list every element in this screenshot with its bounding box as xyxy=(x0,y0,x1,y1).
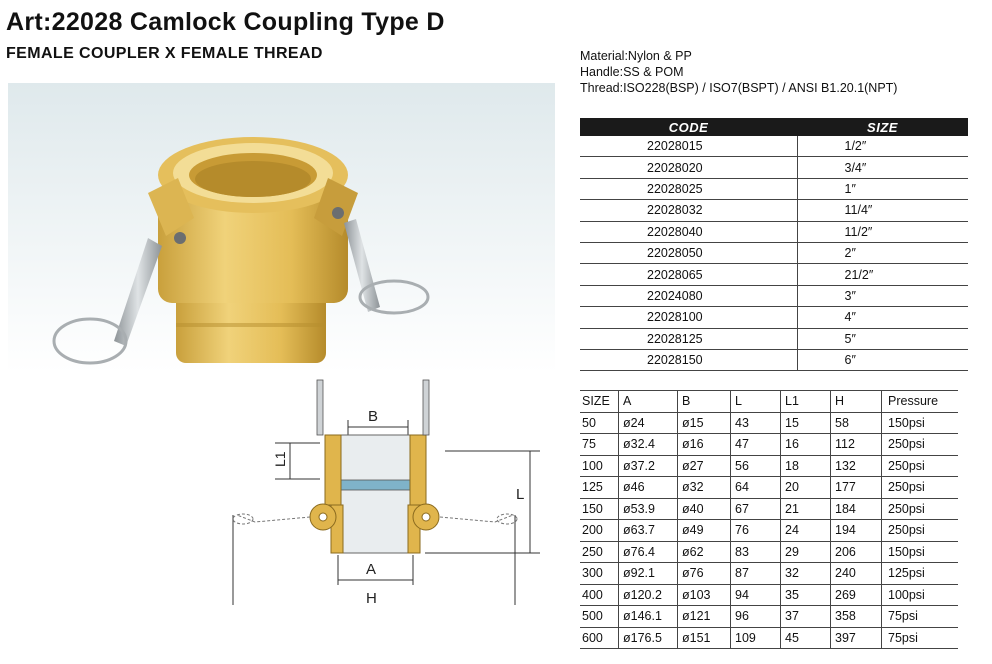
table-row xyxy=(580,455,958,477)
dim-cell-pressure: 75psi xyxy=(882,627,959,649)
dim-header-b: B xyxy=(678,391,731,413)
spec-handle: Handle:SS & POM xyxy=(580,65,684,79)
table-row xyxy=(580,242,968,263)
code-cell: 22028100 xyxy=(580,307,797,328)
table-row xyxy=(580,627,958,649)
dim-cell-b: ø27 xyxy=(678,455,731,477)
dim-cell-b: ø151 xyxy=(678,627,731,649)
table-row xyxy=(580,221,968,242)
dim-cell-pressure: 100psi xyxy=(882,584,959,606)
dim-cell-l: 94 xyxy=(731,584,781,606)
code-cell: 22024080 xyxy=(580,285,797,306)
size-header: SIZE xyxy=(797,118,968,136)
table-row xyxy=(580,157,968,178)
dim-cell-pressure: 150psi xyxy=(882,541,959,563)
dim-cell-h: 206 xyxy=(831,541,882,563)
dim-cell-a: ø176.5 xyxy=(619,627,678,649)
dim-cell-l1: 15 xyxy=(781,412,831,434)
code-cell: 22028032 xyxy=(580,200,797,221)
dim-cell-pressure: 250psi xyxy=(882,520,959,542)
dim-cell-h: 184 xyxy=(831,498,882,520)
dim-cell-size: 250 xyxy=(580,541,619,563)
dim-header-a: A xyxy=(619,391,678,413)
table-row xyxy=(580,307,968,328)
table-row xyxy=(580,541,958,563)
size-cell: 2″ xyxy=(797,242,968,263)
dim-cell-l: 43 xyxy=(731,412,781,434)
dim-cell-l: 56 xyxy=(731,455,781,477)
dim-cell-l1: 45 xyxy=(781,627,831,649)
size-cell: 11/2″ xyxy=(797,221,968,242)
code-cell: 22028125 xyxy=(580,328,797,349)
table-row xyxy=(580,285,968,306)
dim-cell-a: ø76.4 xyxy=(619,541,678,563)
dim-cell-a: ø32.4 xyxy=(619,434,678,456)
dim-cell-size: 300 xyxy=(580,563,619,585)
dim-cell-l: 64 xyxy=(731,477,781,499)
dim-cell-h: 177 xyxy=(831,477,882,499)
label-b: B xyxy=(368,408,379,425)
dim-cell-l1: 20 xyxy=(781,477,831,499)
dim-cell-b: ø121 xyxy=(678,606,731,628)
table-row xyxy=(580,477,958,499)
size-cell: 3/4″ xyxy=(797,157,968,178)
dim-cell-pressure: 250psi xyxy=(882,455,959,477)
dim-cell-h: 194 xyxy=(831,520,882,542)
size-cell: 5″ xyxy=(797,328,968,349)
table-row xyxy=(580,563,958,585)
size-cell: 3″ xyxy=(797,285,968,306)
dim-cell-size: 100 xyxy=(580,455,619,477)
dim-cell-h: 132 xyxy=(831,455,882,477)
dim-table-body xyxy=(580,412,958,649)
dim-cell-l1: 24 xyxy=(781,520,831,542)
dim-cell-l1: 37 xyxy=(781,606,831,628)
dim-cell-a: ø92.1 xyxy=(619,563,678,585)
table-row xyxy=(580,584,958,606)
dim-cell-l: 87 xyxy=(731,563,781,585)
dim-cell-size: 125 xyxy=(580,477,619,499)
dimension-drawing xyxy=(225,375,555,605)
dim-cell-h: 269 xyxy=(831,584,882,606)
dim-cell-h: 58 xyxy=(831,412,882,434)
dim-cell-l1: 18 xyxy=(781,455,831,477)
dim-cell-l1: 29 xyxy=(781,541,831,563)
size-cell: 4″ xyxy=(797,307,968,328)
label-l: L xyxy=(516,486,525,503)
dim-cell-size: 600 xyxy=(580,627,619,649)
dim-cell-size: 50 xyxy=(580,412,619,434)
dim-cell-b: ø76 xyxy=(678,563,731,585)
dim-cell-h: 358 xyxy=(831,606,882,628)
dim-cell-pressure: 250psi xyxy=(882,498,959,520)
dim-cell-a: ø53.9 xyxy=(619,498,678,520)
code-size-table xyxy=(580,118,968,371)
code-table-header xyxy=(580,118,968,136)
page-title: Art:22028 Camlock Coupling Type D xyxy=(6,8,445,36)
table-row xyxy=(580,520,958,542)
dim-cell-b: ø62 xyxy=(678,541,731,563)
dim-cell-b: ø49 xyxy=(678,520,731,542)
code-cell: 22028150 xyxy=(580,349,797,370)
dim-cell-size: 500 xyxy=(580,606,619,628)
dim-cell-l1: 21 xyxy=(781,498,831,520)
spec-thread: Thread:ISO228(BSP) / ISO7(BSPT) / ANSI B1.20.1(NPT) xyxy=(580,81,898,95)
table-row xyxy=(580,328,968,349)
page-subtitle: FEMALE COUPLER X FEMALE THREAD xyxy=(6,45,323,62)
dim-cell-l: 76 xyxy=(731,520,781,542)
dim-cell-l: 67 xyxy=(731,498,781,520)
code-cell: 22028025 xyxy=(580,178,797,199)
dim-cell-pressure: 150psi xyxy=(882,412,959,434)
dim-cell-a: ø37.2 xyxy=(619,455,678,477)
dim-cell-a: ø146.1 xyxy=(619,606,678,628)
code-table-body xyxy=(580,136,968,371)
spec-material: Material:Nylon & PP xyxy=(580,49,692,63)
dim-cell-size: 75 xyxy=(580,434,619,456)
dim-cell-b: ø32 xyxy=(678,477,731,499)
dim-cell-h: 112 xyxy=(831,434,882,456)
product-photo xyxy=(8,83,555,373)
code-cell: 22028050 xyxy=(580,242,797,263)
dim-cell-pressure: 250psi xyxy=(882,434,959,456)
code-cell: 22028015 xyxy=(580,136,797,157)
dim-cell-l: 109 xyxy=(731,627,781,649)
dim-cell-b: ø40 xyxy=(678,498,731,520)
dim-cell-pressure: 250psi xyxy=(882,477,959,499)
dim-cell-size: 150 xyxy=(580,498,619,520)
dim-header-size: SIZE xyxy=(580,391,619,413)
dim-cell-size: 400 xyxy=(580,584,619,606)
dim-cell-a: ø24 xyxy=(619,412,678,434)
size-cell: 21/2″ xyxy=(797,264,968,285)
table-row xyxy=(580,349,968,370)
dim-cell-h: 397 xyxy=(831,627,882,649)
dim-cell-b: ø103 xyxy=(678,584,731,606)
label-h: H xyxy=(366,590,377,605)
code-header: CODE xyxy=(580,118,797,136)
dim-cell-pressure: 75psi xyxy=(882,606,959,628)
dim-table-header xyxy=(580,391,958,413)
table-row xyxy=(580,606,958,628)
dim-cell-a: ø46 xyxy=(619,477,678,499)
dim-cell-l1: 35 xyxy=(781,584,831,606)
table-row xyxy=(580,200,968,221)
dim-header-pressure: Pressure xyxy=(882,391,959,413)
table-row xyxy=(580,264,968,285)
dim-cell-l: 96 xyxy=(731,606,781,628)
table-row xyxy=(580,136,968,157)
dim-cell-a: ø120.2 xyxy=(619,584,678,606)
dim-cell-size: 200 xyxy=(580,520,619,542)
label-l1: L1 xyxy=(272,451,288,467)
size-cell: 1/2″ xyxy=(797,136,968,157)
dim-cell-l1: 32 xyxy=(781,563,831,585)
dim-cell-l1: 16 xyxy=(781,434,831,456)
dim-cell-l: 83 xyxy=(731,541,781,563)
table-row xyxy=(580,178,968,199)
label-a: A xyxy=(366,561,377,578)
size-cell: 1″ xyxy=(797,178,968,199)
dim-cell-b: ø16 xyxy=(678,434,731,456)
dim-header-l1: L1 xyxy=(781,391,831,413)
dim-cell-a: ø63.7 xyxy=(619,520,678,542)
dim-cell-l: 47 xyxy=(731,434,781,456)
size-cell: 6″ xyxy=(797,349,968,370)
dim-cell-b: ø15 xyxy=(678,412,731,434)
table-row xyxy=(580,434,958,456)
size-cell: 11/4″ xyxy=(797,200,968,221)
table-row xyxy=(580,498,958,520)
dim-cell-pressure: 125psi xyxy=(882,563,959,585)
dim-header-l: L xyxy=(731,391,781,413)
specs-block xyxy=(580,48,897,96)
dimension-table xyxy=(580,390,958,649)
code-cell: 22028040 xyxy=(580,221,797,242)
table-row xyxy=(580,412,958,434)
code-cell: 22028020 xyxy=(580,157,797,178)
code-cell: 22028065 xyxy=(580,264,797,285)
dim-header-h: H xyxy=(831,391,882,413)
dim-cell-h: 240 xyxy=(831,563,882,585)
